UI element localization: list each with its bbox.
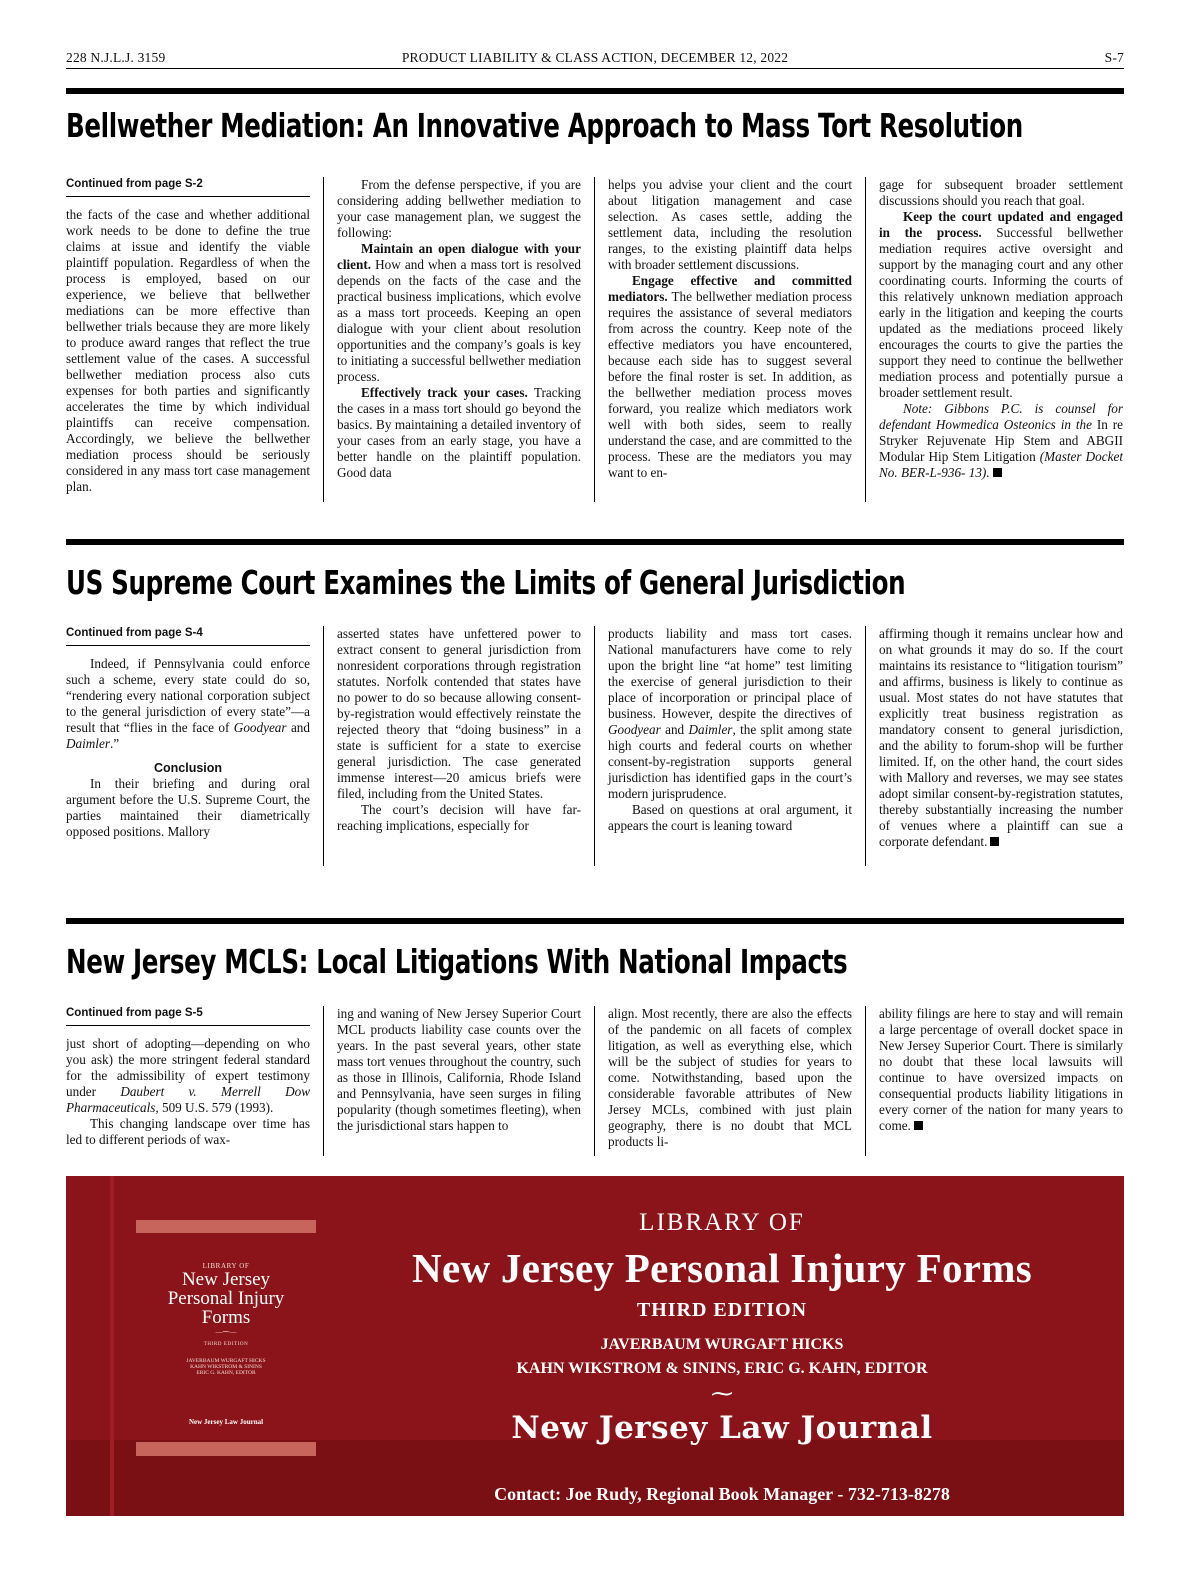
ad-library-label: LIBRARY OF: [639, 1209, 805, 1236]
paragraph: In their briefing and during oral argument before the U.S. Supreme Court, the parties maintained their diametrically opposed positions. Mallory: [66, 776, 310, 839]
article-rule: [66, 918, 1124, 924]
article-column: [865, 626, 1123, 866]
running-header: [66, 50, 1124, 68]
article-column: [865, 1006, 1123, 1156]
paragraph: products liability and mass tort cases. National manufacturers have come to rely upon the bright line “at home” test limiting the exercise of general jurisdiction to their place of incorporation or principal place of business. However, despite the directives of Goodyear and Daimler, the split among state high courts and federal courts on whether consent-by-registration supports general jurisdiction has identified gaps in the court’s modern jurisprudence.: [608, 626, 853, 801]
author-note: Note: Gibbons P.C. is counsel for defendant Howmedica Osteonics in the In re Stryker Rejuvenate Hip Stem and ABGII Modular Hip Stem Litigation (Master Docket No. BER-L-936- 13).: [879, 401, 1123, 480]
ad-authors-line2: KAHN WIKSTROM & SININS, ERIC G. KAHN, EDITOR: [516, 1360, 928, 1377]
page-number: S-7: [1104, 50, 1124, 65]
paragraph: Engage effective and committed mediators. The bellwether mediation process requires the assistance of several mediators from across the country. Keep note of the effective mediators you have encountered, because each side has to suggest several before the final roster is set. In addition, as the bellwether mediation process moves forward, you realize which mediators work well with both sides, seem to really understand the case, and are committed to the process. These are the mediators you may want to en-: [608, 273, 852, 480]
section-subhead: Conclusion: [153, 761, 223, 775]
article-column: [66, 177, 323, 502]
paragraph: The court’s decision will have far-reaching implications, especially for: [337, 802, 581, 833]
run-in-head: Maintain an open dialogue with your client.: [337, 241, 581, 272]
paragraph: align. Most recently, there are also the effects of the pandemic on all facets of complex litigation, as well as everything else, which will be the subject of studies for years to come. Notwithstanding, based upon the considerable favorable attributes of New Jersey MCLs, combined with just plain geography, there is no doubt that MCL products li-: [608, 1006, 852, 1149]
paragraph: This changing landscape over time has led to different periods of wax-: [66, 1116, 310, 1147]
article-column: [66, 626, 323, 866]
end-mark-icon: [914, 1121, 923, 1130]
cover-authors: JAVERBAUM WURGAFT HICKS KAHN WIKSTROM & SININS ERIC G. KAHN, EDITOR: [186, 1358, 266, 1376]
cover-band-top: [136, 1220, 316, 1233]
cover-ornament-icon: —⁓—: [215, 1328, 237, 1336]
end-mark-icon: [990, 837, 999, 846]
article-body: [66, 177, 1124, 502]
article-column: [865, 177, 1123, 502]
paragraph: ability filings are here to stay and will remain a large percentage of overall docket space in New Jersey Superior Court. There is similarly no doubt that these local lawsuits will continue to have oversized impacts on consequential products liability litigations in every corner of the nation for many years to come.: [879, 1006, 1123, 1133]
paragraph: the facts of the case and whether additional work needs to be done to define the true claims at issue and identify the viable plaintiff population. Regardless of when the process is employed, based on our experience, we believe that bellwether mediations can be more effective than bellwether trials because they are more likely to produce award ranges that reflect the true settlement value of the cases. A successful bellwether mediation process also cuts expenses for both parties and significantly accelerates the time by which individual plaintiffs can receive compensation. Accordingly, we believe the bellwether mediation process should be seriously considered in any mass tort case management plan.: [66, 207, 310, 494]
section-title: PRODUCT LIABILITY & CLASS ACTION, DECEMBER 12, 2022: [401, 50, 789, 65]
cover-library-label: LIBRARY OF: [202, 1262, 250, 1270]
continued-from-label: Continued from page S-4: [66, 626, 310, 646]
header-rule: [66, 68, 1124, 69]
ornament-swash-icon: ⁓: [711, 1381, 733, 1406]
ad-contact: Contact: Joe Rudy, Regional Book Manager - 732-713-8278: [494, 1484, 950, 1504]
paragraph: Keep the court updated and engaged in the process. Successful bellwether mediation requires active oversight and support by the managing court and any other coordinating courts. Informing the courts of this relatively unknown mediation approach early in the litigation and keeping the courts updated as the mediations proceed likely encourages the courts to give the parties the support they need to continue the bellwether mediation process and potentially pursue a broader settlement result.: [879, 209, 1123, 400]
ad-edition: THIRD EDITION: [636, 1299, 808, 1321]
paragraph: Effectively track your cases. Tracking the cases in a mass tort should go beyond the basics. By maintaining a detailed inventory of your cases from an early stage, you have a better handle on the plaintiff population. Good data: [337, 385, 581, 480]
article-body: [66, 626, 1124, 866]
run-in-head: Engage effective and committed mediators.: [608, 273, 852, 304]
paragraph: Based on questions at oral argument, it appears the court is leaning toward: [608, 802, 852, 833]
run-in-head: Effectively track your cases.: [361, 385, 528, 400]
ad-title: New Jersey Personal Injury Forms: [412, 1245, 1032, 1291]
paragraph: affirming though it remains unclear how and on what grounds it may do so. If the court maintains its resistance to “litigation tourism” and affirms, business is likely to continue as usual. Most states do not have statutes that explicitly treat business registration as mandatory consent to general jurisdiction, and the ability to forum-shop will be further limited. If, on the other hand, the court sides with Mallory and reverses, we may see states adopt similar consent-by-registration statutes, thereby substantially increasing the number of venues where a plaintiff can sue a corporate defendant.: [879, 626, 1123, 849]
article-column: [323, 1006, 594, 1156]
paragraph: just short of adopting—depending on who you ask) the more stringent federal standard for the admissibility of expert testimony under Daubert v. Merrell Dow Pharmaceuticals, 509 U.S. 579 (1993).: [66, 1036, 310, 1115]
article-body: [66, 1006, 1124, 1156]
article-column: [594, 626, 865, 866]
page-citation: 228 N.J.L.J. 3159: [66, 50, 166, 65]
run-in-head: Keep the court updated and engaged in the process.: [879, 209, 1123, 240]
publisher-logo: New Jersey Law Journal: [511, 1410, 933, 1446]
cover-title: New Jersey Personal Injury Forms: [167, 1269, 285, 1328]
article-title: Bellwether Mediation: An Innovative Approach to Mass Tort Resolution: [66, 106, 1023, 145]
paragraph: gage for subsequent broader settlement discussions should you reach that goal.: [879, 177, 1123, 208]
article-title: New Jersey MCLS: Local Litigations With National Impacts: [66, 942, 848, 981]
article-title: US Supreme Court Examines the Limits of General Jurisdiction: [66, 563, 906, 602]
continued-from-label: Continued from page S-5: [66, 1006, 310, 1026]
paragraph: helps you advise your client and the court about litigation management and case selection. As cases settle, adding the settlement data, including the resolution ranges, to the existing plaintiff data helps with broader settlement discussions.: [608, 177, 852, 272]
paragraph: From the defense perspective, if you are considering adding bellwether mediation to your case management plan, we suggest the following:: [337, 177, 581, 240]
cover-edition: THIRD EDITION: [203, 1342, 249, 1347]
article-column: [594, 1006, 865, 1156]
paragraph: ing and waning of New Jersey Superior Court MCL products liability case counts over the years. In the past several years, other state mass tort venues throughout the country, such as those in Illinois, California, Rhode Island and Pennsylvania, have seen surges in filing popularity (though sometimes fleeting), when the jurisdictional stars happen to: [337, 1006, 581, 1133]
cover-band-bottom: [136, 1442, 316, 1456]
article-column: [323, 626, 594, 866]
cover-logo: New Jersey Law Journal: [188, 1418, 264, 1426]
ad-authors-line1: JAVERBAUM WURGAFT HICKS: [600, 1336, 844, 1353]
paragraph: Indeed, if Pennsylvania could enforce such a scheme, every state could do so, “rendering every national corporation subject to the general jurisdiction of every state”—a result that “flies in the face of Goodyear and Daimler.”: [66, 656, 310, 751]
article-column: [66, 1006, 323, 1156]
paragraph: asserted states have unfettered power to extract consent to general jurisdiction from nonresident corporations through registration statutes. Norfolk contended that states have no power to do so because allowing consent-by-registration would effectively reinstate the rejected theory that “doing business” in a state is sufficient for a state to exercise general jurisdiction. The case generated immense interest—20 amicus briefs were filed, including from the United States.: [337, 626, 581, 801]
book-cover: [106, 1192, 346, 1438]
article-column: [594, 177, 865, 502]
article-rule: [66, 88, 1124, 94]
article-rule: [66, 539, 1124, 545]
article-column: [323, 177, 594, 502]
paragraph: Maintain an open dialogue with your client. How and when a mass tort is resolved depends on the facts of the case and the practical business implications, which evolve as a mass tort proceeds. Keeping an open dialogue with your client about resolution opportunities and the company’s goals is key to initiating a successful bellwether mediation process.: [337, 241, 581, 384]
end-mark-icon: [993, 468, 1002, 477]
book-advertisement: [66, 1176, 1124, 1516]
continued-from-label: Continued from page S-2: [66, 177, 310, 197]
